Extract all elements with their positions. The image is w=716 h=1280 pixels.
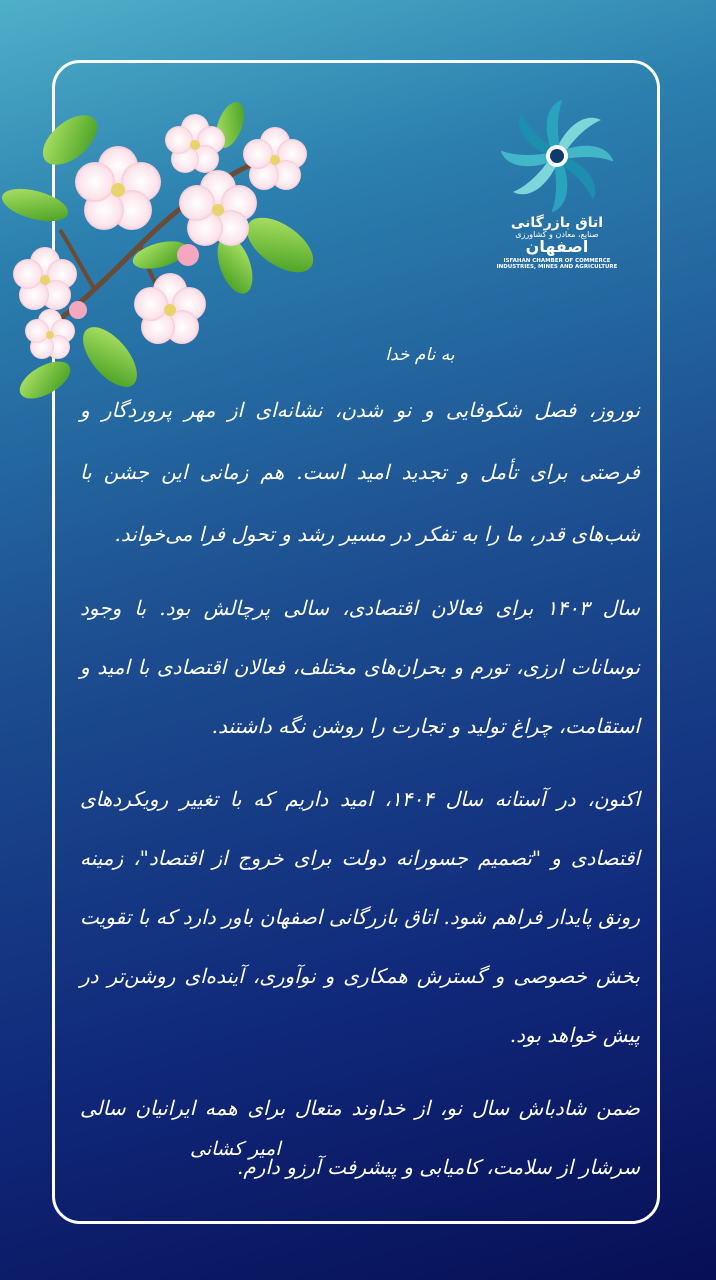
chamber-logo [492, 100, 622, 280]
logo-english-name [492, 258, 622, 271]
flower-emblem-icon [501, 100, 613, 212]
letter-paragraph-1: نوروز، فصل شکوفایی و نو شدن، نشانه‌ای از مهر پروردگار و فرصتی برای تأمل و تجدید امید است. هم زمانی این جشن با شب‌های قدر، ما را به تفکر در مسیر رشد و تحول فرا می‌خواند. [80, 398, 640, 546]
logo-name-line1: اتاق بازرگانی [510, 215, 604, 231]
signature: امیر کشانی [190, 1138, 281, 1160]
letter-body [80, 345, 640, 1211]
logo-name-line3: اصفهان [525, 237, 589, 257]
logo-persian-name [492, 216, 622, 256]
letter-paragraph-2: سال ۱۴۰۳ برای فعالان اقتصادی، سالی پرچالش بود. با وجود نوسانات ارزی، تورم و بحران‌های مختلف، فعالان اقتصادی با امید و استقامت، چراغ تولید و تجارت را روشن نگه داشتند. [80, 596, 640, 738]
logo-name-line2: صنایع، معادن و کشاورزی [515, 229, 599, 239]
letter-paragraph-4: ضمن شادباش سال نو، از خداوند متعال برای همه ایرانیان سالی سرشار از سلامت، کامیابی و پیشرفت آرزو دارم. [80, 1096, 640, 1179]
logo-english-line2: INDUSTRIES, MINES AND AGRICULTURE [496, 264, 618, 271]
logo-english-line1: ISFAHAN CHAMBER OF COMMERCE [503, 257, 611, 264]
letter-title: به نام خدا [385, 345, 455, 365]
letter-paragraph-3: اکنون، در آستانه سال ۱۴۰۴، امید داریم که با تغییر رویکردهای اقتصادی و "تصمیم جسورانه دولت برای خروج از اقتصاد"، زمینه رونق پایدار فراهم شود. اتاق بازرگانی اصفهان باور دارد که با تقویت بخش خصوصی و گسترش همکاری و نوآوری، آینده‌ای روشن‌تر در پیش خواهد بود. [80, 787, 641, 1047]
